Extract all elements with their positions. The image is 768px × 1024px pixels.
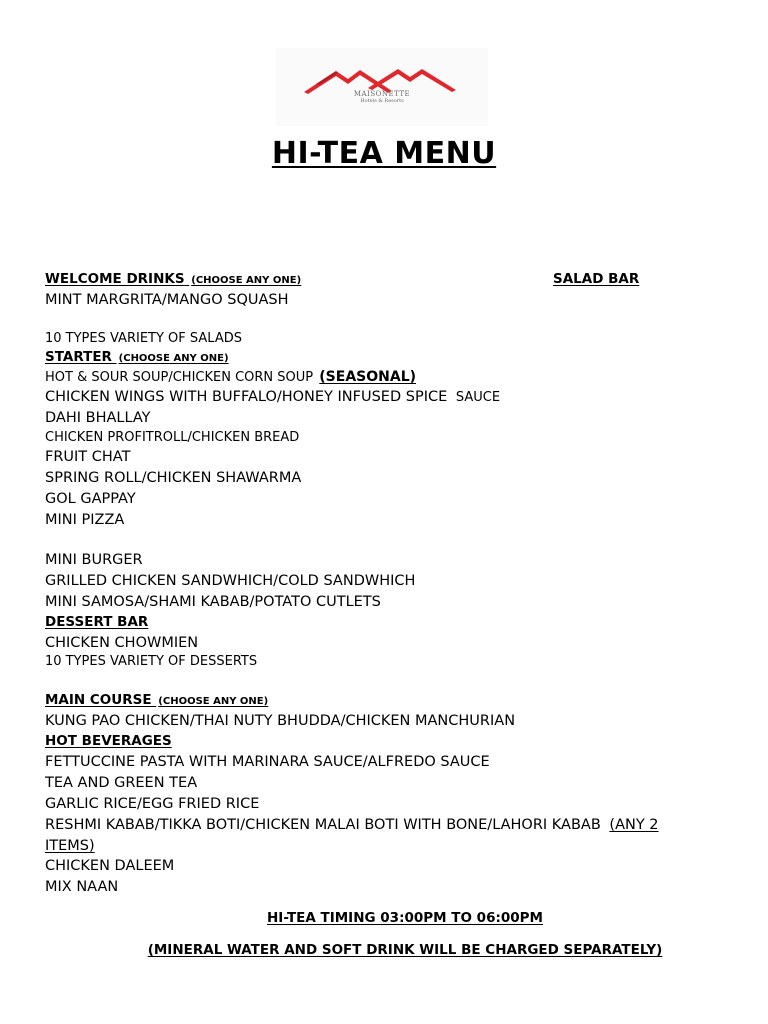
main-course-heading-text: MAIN COURSE xyxy=(45,692,152,708)
starter-item: GRILLED CHICKEN SANDWHICH/COLD SANDWHICH xyxy=(45,573,416,589)
hot-beverages-item: FETTUCCINE PASTA WITH MARINARA SAUCE/ALFREDO SAUCE xyxy=(45,754,490,770)
starter-item: MINI BURGER xyxy=(45,552,143,568)
hot-beverages-item: CHICKEN DALEEM xyxy=(45,858,175,874)
logo-name: MAISONETTE xyxy=(353,90,411,98)
page-title: HI-TEA MENU xyxy=(271,136,497,171)
starter-item: DAHI BHALLAY xyxy=(45,410,151,426)
starter-item: GOL GAPPAY xyxy=(45,491,136,507)
charges-note: (MINERAL WATER AND SOFT DRINK WILL BE CHARGED SEPARATELY) xyxy=(147,942,663,958)
dessert-bar-heading: DESSERT BAR xyxy=(45,614,149,630)
kabab-text: RESHMI KABAB/TIKKA BOTI/CHICKEN MALAI BOTI WITH BONE/LAHORI KABAB xyxy=(45,817,601,833)
timing-note: HI-TEA TIMING 03:00PM TO 06:00PM xyxy=(267,910,543,926)
starter-heading-text: STARTER xyxy=(45,349,112,365)
hot-beverages-item: TEA AND GREEN TEA xyxy=(45,775,198,791)
kabab-note-continued xyxy=(45,839,95,854)
logo-tagline: Hotels & Resorts xyxy=(360,98,404,104)
hot-beverages-item: GARLIC RICE/EGG FRIED RICE xyxy=(45,796,260,812)
maisonette-logo xyxy=(276,48,488,126)
starter-item: MINI PIZZA xyxy=(45,512,125,528)
salad-bar-heading: SALAD BAR xyxy=(553,271,640,287)
starter-note: (CHOOSE ANY ONE) xyxy=(118,353,229,364)
hot-beverages-item: MIX NAAN xyxy=(45,879,119,895)
welcome-drinks-heading-text: WELCOME DRINKS xyxy=(45,271,185,287)
welcome-drink-item: MINT MARGRITA/MANGO SQUASH xyxy=(45,292,289,308)
soup-text: HOT & SOUR SOUP/CHICKEN CORN SOUP xyxy=(45,370,314,385)
welcome-drinks-heading xyxy=(45,273,301,287)
starter-soup-item xyxy=(45,370,416,384)
salad-bar-item: 10 TYPES VARIETY OF SALADS xyxy=(45,331,242,346)
starter-item: FRUIT CHAT xyxy=(45,449,131,465)
starter-heading xyxy=(45,351,229,365)
seasonal-note: (SEASONAL) xyxy=(319,369,417,385)
starter-item: SPRING ROLL/CHICKEN SHAWARMA xyxy=(45,470,302,486)
kabab-note-end: ITEMS) xyxy=(45,838,95,854)
wings-suffix: SAUCE xyxy=(455,390,501,405)
starter-item: MINI SAMOSA/SHAMI KABAB/POTATO CUTLETS xyxy=(45,594,381,610)
kabab-item xyxy=(45,818,659,833)
kabab-note: (ANY 2 xyxy=(609,817,659,833)
hot-beverages-heading: HOT BEVERAGES xyxy=(45,733,172,749)
main-course-heading xyxy=(45,694,268,708)
main-course-item: KUNG PAO CHICKEN/THAI NUTY BHUDDA/CHICKEN MANCHURIAN xyxy=(45,713,516,729)
welcome-drinks-note: (CHOOSE ANY ONE) xyxy=(191,275,302,286)
starter-item: CHICKEN PROFITROLL/CHICKEN BREAD xyxy=(45,430,300,445)
wings-text: CHICKEN WINGS WITH BUFFALO/HONEY INFUSED SPICE xyxy=(45,389,448,405)
roof-logo-icon xyxy=(276,48,488,126)
main-course-note: (CHOOSE ANY ONE) xyxy=(158,696,269,707)
dessert-item: 10 TYPES VARIETY OF DESSERTS xyxy=(45,654,258,669)
dessert-item: CHICKEN CHOWMIEN xyxy=(45,635,199,651)
starter-wings-item xyxy=(45,390,500,405)
